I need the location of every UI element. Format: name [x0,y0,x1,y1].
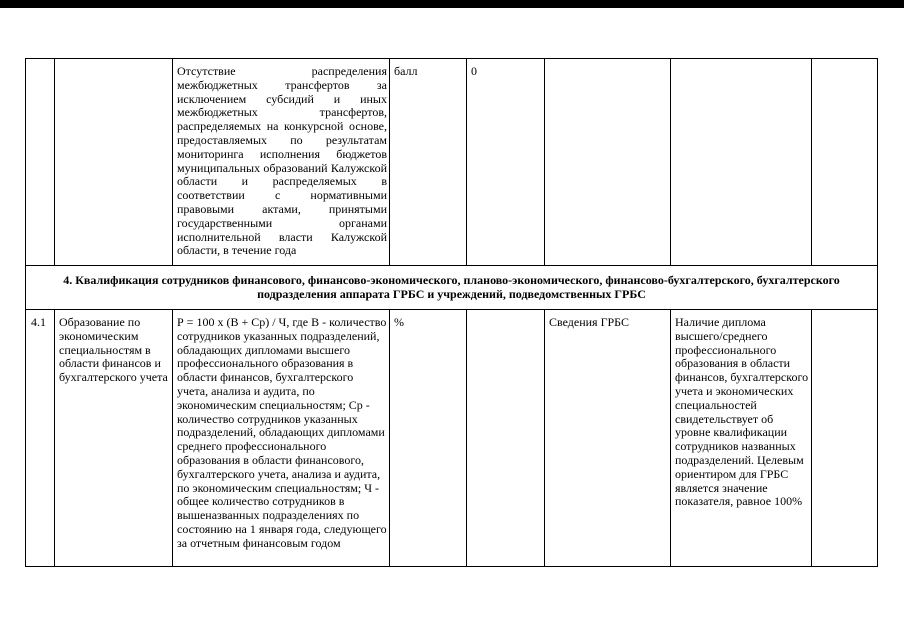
comment-cell [671,59,812,266]
value-cell: 0 [467,59,545,266]
value-cell [467,310,545,567]
formula-cell: Р = 100 х (В + Ср) / Ч, где В - количество сотрудников указанных подразделений, обладающих дипломами высшего профессионального образования в области финансов, бухгалтерского учета, анализа и аудита, по экономическим специальностям; Ср - количество сотрудников указанных подразделений, обладающих дипломами среднего профессионального образования в области финансового, бухгалтерского учета, анализа и аудита, по экономическим специальностям; Ч - общее количество сотрудников в вышеназванных подразделениях по состоянию на 1 января года, следующего за отчетным финансовым годом [173,310,390,567]
extra-cell [812,310,878,567]
extra-cell [812,59,878,266]
scan-top-edge [0,0,904,8]
section-header: 4. Квалификация сотрудников финансового, финансово-экономического, планово-экономического, финансово-бухгалтерского, бухгалтерского подразделения аппарата ГРБС и учреждений, подведомственных ГРБС [26,266,878,310]
indicator-name-cell: Образование по экономическим специальностям в области финансов и бухгалтерского учета [55,310,173,567]
comment-cell: Наличие диплома высшего/среднего профессионального образования в области финансов, бухгалтерского учета и экономических специальностей свидетельствует об уровне квалификации сотрудников названных подразделений. Целевым ориентиром для ГРБС является значение показателя, равное 100% [671,310,812,567]
unit-cell: % [390,310,467,567]
indicators-table [25,58,878,567]
indicator-description-cell: Отсутствие распределения межбюджетных трансфертов за исключением субсидий и иных межбюджетных трансфертов, распределяемых на конкурсной основе, предоставляемых по результатам мониторинга исполнения бюджетов муниципальных образований Калужской области и распределяемых в соответствии с нормативными правовыми актами, принятыми государственными органами исполнительной власти Калужской области, в течение года [173,59,390,266]
source-cell: Сведения ГРБС [545,310,671,567]
unit-cell: балл [390,59,467,266]
source-cell [545,59,671,266]
indicator-name-cell [55,59,173,266]
indicator-number-cell: 4.1 [26,310,55,567]
indicator-number-cell [26,59,55,266]
